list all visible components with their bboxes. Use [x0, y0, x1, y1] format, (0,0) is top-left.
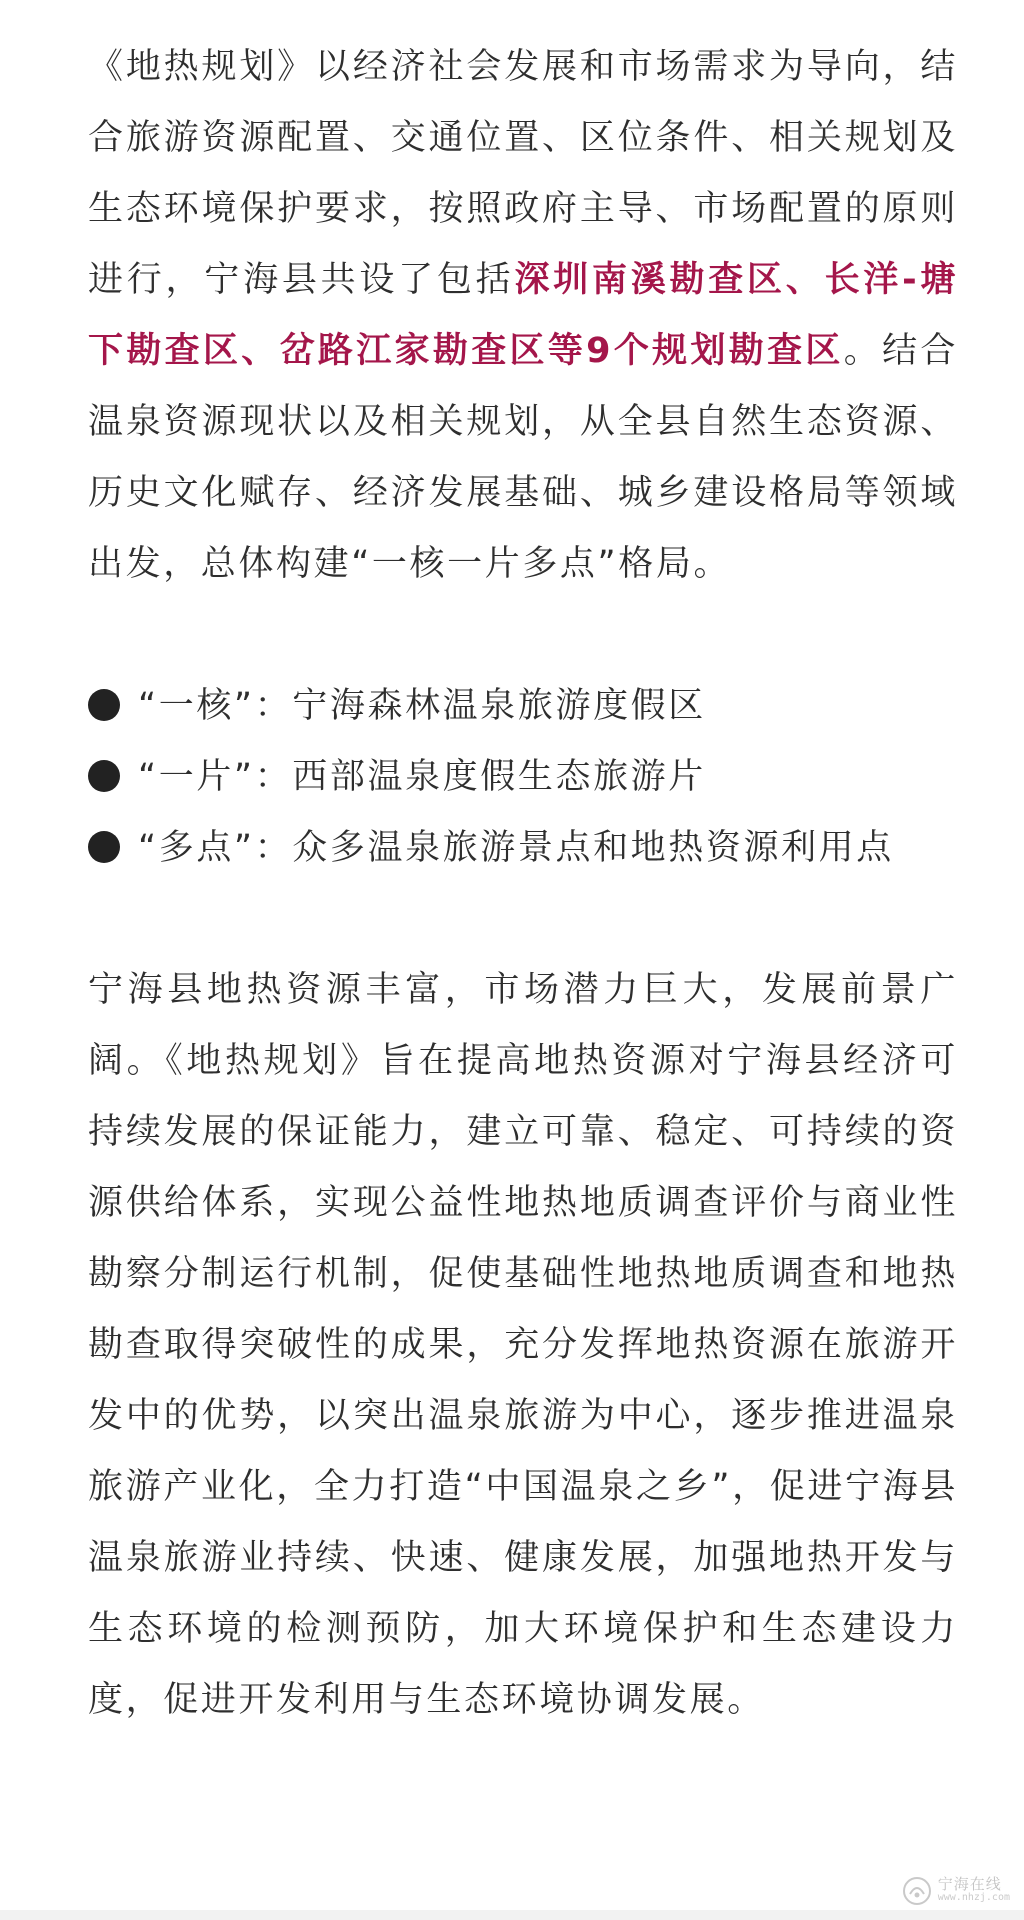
paragraph-lead-text: 《地热规划》以经济社会发展和市场需求为导向，结合旅游资源配置、交通位置、区位条件、相关规划及生态环境保护要求，按照政府主导、市场配置的原则进行，宁海县共设了包括 — [88, 47, 958, 300]
watermark-url: www.nhzj.com — [937, 1892, 1010, 1903]
article-body — [88, 32, 958, 1736]
bullet-dot-icon — [88, 689, 120, 721]
bottom-divider — [0, 1910, 1024, 1920]
paragraph-development-goals: 宁海县地热资源丰富，市场潜力巨大，发展前景广阔。《地热规划》旨在提高地热资源对宁海县经济可持续发展的保证能力，建立可靠、稳定、可持续的资源供给体系，实现公益性地热地质调查评价与商业性勘察分制运行机制，促使基础性地热地质调查和地热勘查取得突破性的成果，充分发挥地热资源在旅游开发中的优势，以突出温泉旅游为中心，逐步推进温泉旅游产业化，全力打造“中国温泉之乡”，促进宁海县温泉旅游业持续、快速、健康发展，加强地热开发与生态环境的检测预防，加大环境保护和生态建设力度，促进开发利用与生态环境协调发展。 — [88, 970, 958, 1720]
watermark — [902, 1876, 1010, 1906]
highlighted-survey-areas: 深圳南溪勘查区、长洋-塘下勘查区、岔路江家勘查区等9个规划勘查区 — [88, 260, 958, 371]
paragraph-tail-text: 。结合温泉资源现状以及相关规划，从全县自然生态资源、历史文化赋存、经济发展基础、城乡建设格局等领域出发，总体构建“一核一片多点”格局。 — [88, 331, 958, 584]
watermark-logo-icon — [902, 1876, 932, 1906]
bullet-text: “一核”：宁海森林温泉旅游度假区 — [138, 686, 706, 726]
bullet-text: “多点”：众多温泉旅游景点和地热资源利用点 — [138, 828, 894, 868]
spacer — [88, 600, 958, 671]
paragraph-planning-overview — [88, 32, 958, 600]
list-item — [88, 813, 958, 884]
bullet-dot-icon — [88, 760, 120, 792]
watermark-name: 宁海在线 — [937, 1875, 1002, 1893]
spacer — [88, 884, 958, 955]
list-item — [88, 742, 958, 813]
layout-bullet-list — [88, 671, 958, 884]
bullet-dot-icon — [88, 831, 120, 863]
list-item — [88, 671, 958, 742]
bullet-text: “一片”：西部温泉度假生态旅游片 — [138, 757, 706, 797]
